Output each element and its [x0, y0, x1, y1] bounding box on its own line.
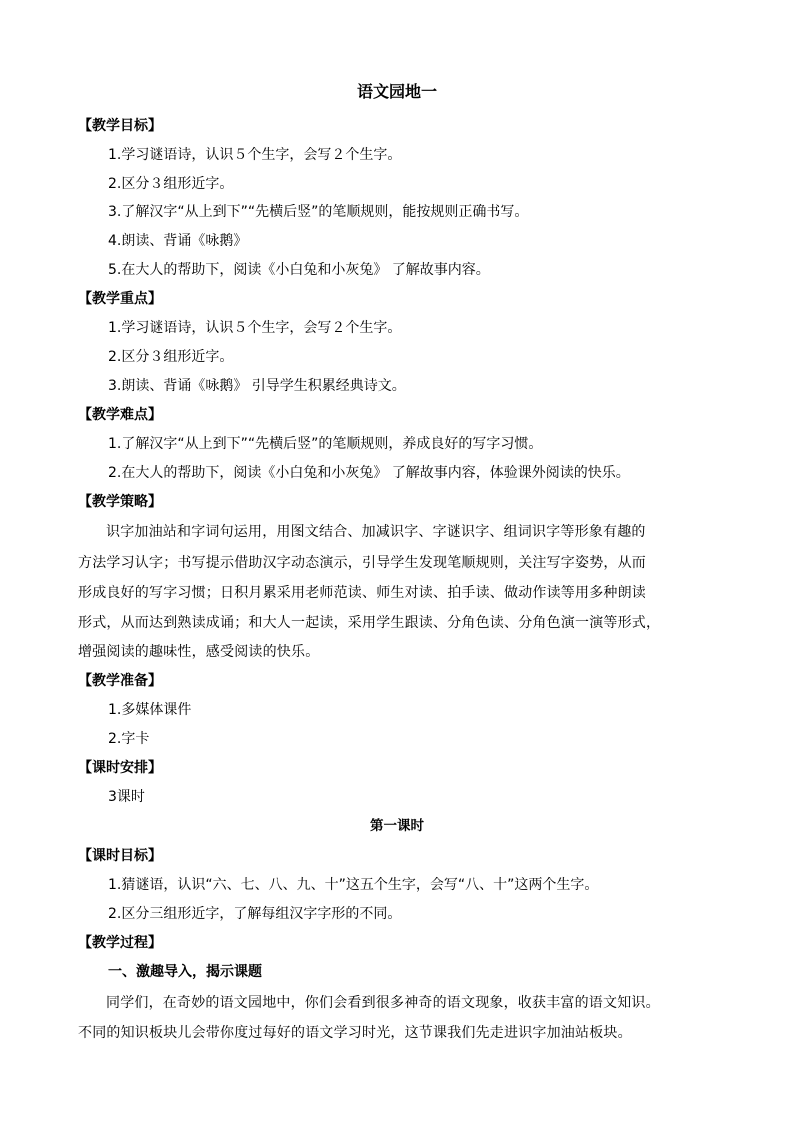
goal-item-4: 4.朗读、背诵《咏鹅》 — [108, 233, 248, 249]
keypoint-item-3: 3.朗读、背诵《咏鹅》 引导学生积累经典诗文。 — [108, 378, 406, 394]
section-heading-strategy: 【教学策略】 — [78, 494, 162, 510]
lesson-title: 第一课时 — [370, 818, 424, 834]
goal-item-1: 1.学习谜语诗，认识５个生字，会写２个生字。 — [108, 147, 402, 163]
section-heading-preparation: 【教学准备】 — [78, 673, 162, 689]
strategy-line-1: 识字加油站和字词句运用，用图文结合、加减识字、字谜识字、组词识字等形象有趣的 — [106, 524, 646, 540]
section-heading-process: 【教学过程】 — [78, 935, 162, 951]
section-heading-goals: 【教学目标】 — [78, 118, 162, 134]
keypoint-item-2: 2.区分３组形近字。 — [108, 349, 234, 365]
strategy-line-4: 形式，从而达到熟读成诵；和大人一起读，采用学生跟读、分角色读、分角色演一演等形式， — [78, 615, 661, 631]
preparation-item-2: 2.字卡 — [108, 731, 150, 747]
goal-item-5: 5.在大人的帮助下，阅读《小白兔和小灰兔》 了解故事内容。 — [108, 262, 490, 278]
section-heading-difficulties: 【教学难点】 — [78, 407, 162, 423]
keypoint-item-1: 1.学习谜语诗，认识５个生字，会写２个生字。 — [108, 320, 402, 336]
strategy-line-3: 形成良好的写字习惯；日积月累采用老师范读、师生对读、拍手读、做动作读等用多种朗读 — [78, 585, 646, 601]
process-step-1-title: 一、激趣导入，揭示课题 — [108, 964, 262, 980]
goal-item-3: 3.了解汉字“从上到下”“先横后竖”的笔顺规则，能按规则正确书写。 — [108, 204, 529, 220]
strategy-line-2: 方法学习认字；书写提示借助汉字动态演示，引导学生发现笔顺规则，关注写字姿势，从而 — [78, 555, 646, 571]
section-heading-schedule: 【课时安排】 — [78, 760, 162, 776]
process-step-1-line-2: 不同的知识板块儿会带你度过每好的语文学习时光，这节课我们先走进识字加油站板块。 — [78, 1025, 632, 1041]
difficulty-item-2: 2.在大人的帮助下，阅读《小白兔和小灰兔》 了解故事内容，体验课外阅读的快乐。 — [108, 465, 630, 481]
goal-item-2: 2.区分３组形近字。 — [108, 176, 234, 192]
preparation-item-1: 1.多媒体课件 — [108, 702, 192, 718]
lesson-goal-item-1: 1.猜谜语，认识“六、七、八、九、十”这五个生字，会写“八、十”这两个生字。 — [108, 877, 599, 893]
process-step-1-line-1: 同学们，在奇妙的语文园地中，你们会看到很多神奇的语文现象，收获丰富的语文知识。 — [106, 995, 660, 1011]
lesson-goal-item-2: 2.区分三组形近字，了解每组汉字字形的不同。 — [108, 906, 402, 922]
section-heading-lesson-goals: 【课时目标】 — [78, 848, 162, 864]
difficulty-item-1: 1.了解汉字“从上到下”“先横后竖”的笔顺规则，养成良好的写字习惯。 — [108, 436, 543, 452]
section-heading-keypoints: 【教学重点】 — [78, 291, 162, 307]
strategy-line-5: 增强阅读的趣味性，感受阅读的快乐。 — [78, 644, 320, 660]
document-title: 语文园地一 — [356, 82, 437, 101]
schedule-value: 3课时 — [108, 789, 145, 805]
